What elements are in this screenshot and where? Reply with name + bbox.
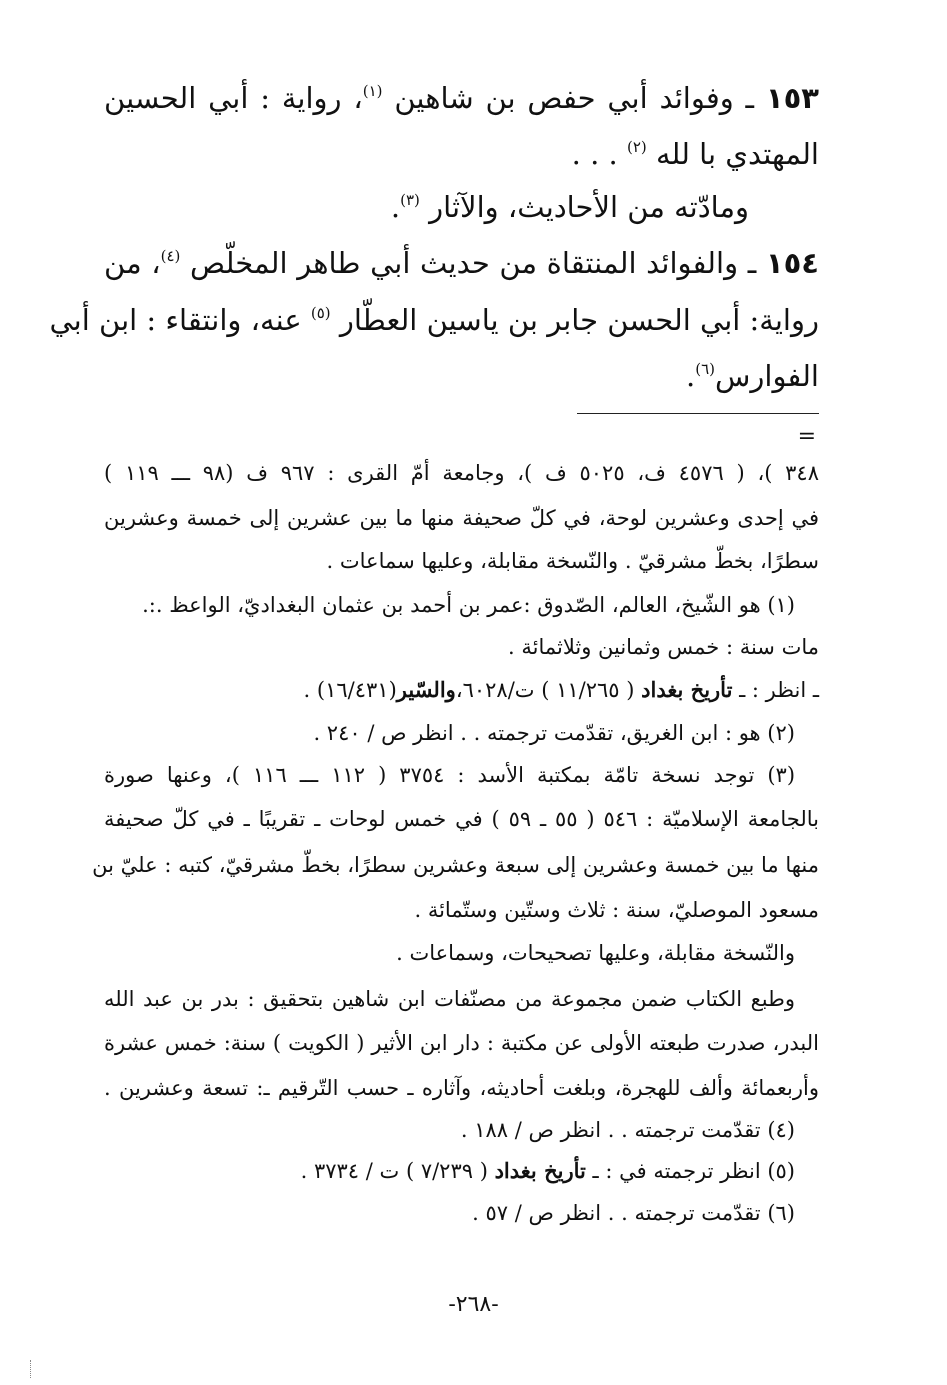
footnote-1-line-1: (١) هو الشّيخ، العالم، الصّدوق :عمر بن أحمد بن عثمان البغداديّ، الواعظ .:. — [142, 593, 795, 617]
footnote-3-line-2: بالجامعة الإسلاميّة : ٥٤٦ ( ٥٥ ـ ٥٩ ) في خمس لوحات ـ تقريبًا ـ في كلّ صحيفة — [104, 807, 819, 831]
footnote-3-line-5: والنّسخة مقابلة، وعليها تصحيحات، وسماعات . — [396, 941, 795, 965]
book-title: والسّير — [396, 677, 456, 702]
footnote-ref-1: (١) — [362, 82, 383, 100]
reference-text: ( ٧/٢٣٩ ) ت / ٣٧٣٤ . — [300, 1159, 495, 1183]
footnote-carry-line-1: ٣٤٨ )، ( ٤٥٧٦ ف، ٥٠٢٥ ف )، وجامعة أمّ القرى : ٩٦٧ ف (٩٨ ـــ ١١٩ ) — [104, 461, 819, 485]
entry-text: . . . — [571, 137, 627, 171]
footnote-ref-2: (٢) — [626, 138, 647, 156]
footnote-6: (٦) تقدّمت ترجمته . . انظر ص / ٥٧ . — [472, 1201, 795, 1225]
footnote-3-line-8: وأربعمائة وألف للهجرة، وبلغت أحاديثه، وآثاره ـ حسب التّرقيم ـ: تسعة وعشرين . — [104, 1076, 819, 1100]
footnote-3-line-1: (٣) توجد نسخة تامّة بمكتبة الأسد : ٣٧٥٤ ( ١١٢ ـــ ١١٦ )، وعنها صورة — [104, 763, 796, 787]
entry-text: عنه، وانتقاء : ابن أبي — [49, 303, 311, 337]
reference-text: (١٦/٤٣١) . — [303, 678, 397, 702]
book-title: تأريخ بغداد — [641, 677, 733, 702]
footnote-ref-6: (٦) — [695, 360, 715, 378]
footnote-carry-line-3: سطرًا، بخطّ مشرقيّ . والنّسخة مقابلة، وعليها سماعات . — [326, 549, 819, 573]
entry-text: ، من — [104, 246, 161, 280]
entry-text: المهتدي با لله — [646, 137, 819, 171]
page-number: -٢٦٨- — [448, 1292, 499, 1317]
entry-153-line-1 — [104, 78, 819, 118]
entry-text: ، رواية : أبي الحسين — [104, 81, 363, 115]
reference-text: ( ١١/٢٦٥ ) ت/٦٠٢٨، — [455, 678, 642, 702]
footnote-1-line-2: مات سنة : خمس وثمانين وثلاثمائة . — [507, 635, 819, 659]
entry-number-154: ١٥٤ — [765, 246, 819, 280]
entry-text: رواية: أبي الحسن جابر بن ياسين العطّار — [330, 303, 819, 337]
footnote-3-line-7: البدر، صدرت طبعته الأولى عن مكتبة : دار ابن الأثير ( الكويت ) سنة: خمس عشرة — [104, 1031, 819, 1055]
reference-text: ـ انظر : ـ — [732, 678, 819, 702]
footnote-3-line-4: مسعود الموصليّ، سنة : ثلاث وستّين وستّمائة . — [414, 898, 819, 922]
entry-text: ومادّته من الأحاديث، والآثار — [419, 190, 749, 224]
entry-153-line-2 — [104, 134, 819, 174]
footnote-5 — [104, 1156, 795, 1186]
footnote-3-line-6: وطبع الكتاب ضمن مجموعة من مصنّفات ابن شاهين بتحقيق : بدر بن عبد الله — [104, 987, 795, 1011]
footnote-ref-3: (٣) — [400, 191, 420, 209]
footnote-4: (٤) تقدّمت ترجمته . . انظر ص / ١٨٨ . — [460, 1118, 795, 1142]
footnote-3-line-3: منها ما بين خمسة وعشرين إلى سبعة وعشرين سطرًا، بخطّ مشرقيّ، كتبه : عليّ بن — [92, 853, 819, 877]
continuation-mark: = — [797, 424, 816, 449]
entry-154-line-1 — [104, 243, 819, 283]
entry-number-153: ١٥٣ — [765, 81, 819, 115]
reference-text: (٥) انظر ترجمته في : ـ — [585, 1159, 795, 1183]
entry-text: . — [685, 359, 696, 393]
scan-speck — [30, 1360, 33, 1378]
entry-text: ـ والفوائد المنتقاة من حديث أبي طاهر المخلّص — [180, 246, 766, 280]
footnote-carry-line-2: في إحدى وعشرين لوحة، في كلّ صحيفة منها ما بين عشرين إلى خمسة وعشرين — [104, 506, 819, 530]
entry-154-line-3 — [104, 356, 819, 396]
entry-text: الفوارس — [714, 359, 819, 393]
footnote-ref-5: (٥) — [310, 304, 331, 322]
footnote-2: (٢) هو : ابن الغريق، تقدّمت ترجمته . . انظر ص / ٢٤٠ . — [313, 721, 795, 745]
footnote-1-reference — [104, 675, 819, 705]
book-title: تأريخ بغداد — [494, 1158, 586, 1183]
entry-154-line-2 — [49, 300, 819, 340]
footnote-ref-4: (٤) — [160, 247, 181, 265]
entry-text: ـ وفوائد أبي حفص بن شاهين — [382, 81, 766, 115]
entry-text: . — [390, 190, 401, 224]
entry-153-line-3 — [104, 187, 749, 227]
footnote-separator — [577, 413, 819, 414]
